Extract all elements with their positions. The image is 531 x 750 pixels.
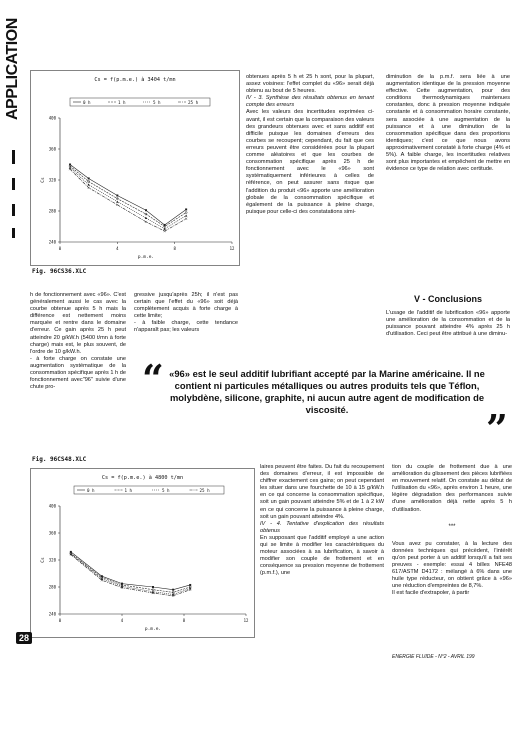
- chart-title: Cs = f(p.m.e.) à 4800 t/mn: [101, 475, 184, 481]
- paragraph: diminution de la p.m.f. sera liée à une augmentation identique de la pression moyenne effective. Cette augmentation, pour des conditions thermodynamiques maintenues constantes, donc à pression moyenne indiquée constante et à consommation horaire constante, sera associée à une augmentation de la puissance et à une diminution de la consommation spécifique dans des proportions identiques; c'est ce que nous avons approximativement constaté à forte charge (4% et 5%). A faible charge, les incertitudes relatives sont plus importantes et empêchent de mettre en évidence ce type de relation avec certitude.: [386, 74, 510, 173]
- series-line: [71, 552, 190, 590]
- chart-2-caption: Fig. 96CS48.XLC: [32, 456, 87, 463]
- quote-open-mark: “: [142, 356, 164, 401]
- paragraph: En supposant que l'additif employé a une action qui se limite à modifier les caractéristiques du moteur associées à sa lubrification, à savoir à modifier son couple de frottement et en conséquence sa pression moyenne de frottement (p.m.f.), une: [260, 534, 384, 577]
- data-point: [163, 228, 165, 230]
- x-tick-label: 8: [182, 618, 186, 623]
- x-tick-label: 4: [116, 246, 119, 251]
- text-column: [134, 292, 238, 335]
- text-column: [260, 464, 384, 578]
- text-column: [392, 464, 512, 598]
- conclusions-title: V - Conclusions: [413, 294, 482, 304]
- paragraph: obtenues après 5 h et 25 h sont, pour la plupart, assez voisines: l'effet complet du «96» serait déjà obtenu au bout de 5 heures.: [246, 74, 374, 95]
- x-tick-label: 4: [120, 618, 124, 623]
- legend-label: 1 h: [118, 100, 126, 105]
- y-tick-label: 400: [48, 503, 56, 509]
- y-tick-label: 360: [48, 530, 56, 536]
- margin-bar: [12, 178, 15, 190]
- data-point: [185, 208, 187, 210]
- legend-label: 5 h: [153, 100, 161, 105]
- legend-label: 25 h: [188, 100, 199, 105]
- paragraph: gressive jusqu'après 25h; il n'est pas certain que l'effet du «96» soit déjà complètement acquis à forte charge à cette limite;: [134, 292, 238, 320]
- section-label: [4, 20, 20, 120]
- y-tick-label: 280: [48, 208, 56, 214]
- data-point: [116, 204, 118, 206]
- chart-2: [30, 468, 255, 638]
- chart-1-caption: Fig. 96CS36.XLC: [32, 268, 87, 275]
- y-tick-label: 240: [48, 239, 56, 245]
- margin-bar: [12, 150, 15, 164]
- data-point: [145, 217, 147, 219]
- x-tick-label: 0: [58, 618, 62, 623]
- data-point: [116, 201, 118, 203]
- paragraph: Il est facile d'extrapoler, à partir: [392, 590, 470, 597]
- y-tick-label: 280: [48, 584, 56, 590]
- series-line: [71, 554, 190, 595]
- paragraph: - à forte charge on constate une augmentation systématique de la consommation spécifique après 1 h de fonctionnement avec"96" suivie d'une chute pro-: [30, 355, 126, 391]
- data-point: [88, 177, 90, 179]
- chart-1-svg: [30, 70, 240, 266]
- text-column: [30, 292, 126, 391]
- y-tick-label: 360: [48, 146, 56, 152]
- x-tick-label: 12: [229, 246, 235, 251]
- y-tick-label: 240: [48, 611, 56, 617]
- margin-bar: [12, 228, 15, 238]
- subheading: IV - 4. Tentative d'explication des résultats obtenus: [260, 520, 384, 534]
- pull-quote: «96» est le seul additif lubrifiant accepté par la Marine américaine. Il ne contient ni particules métalliques ou autres produits tels que Téflon, molybdène, silicone, graphite, ni aucun autre agent de modification de viscosité.: [169, 368, 485, 415]
- chart-title: Cs = f(p.m.e.) à 3404 t/mn: [94, 77, 176, 83]
- data-point: [145, 221, 147, 223]
- data-point: [88, 187, 90, 189]
- footer-text: ENERGIE FLUIDE - N°2 - AVRIL 199: [392, 654, 475, 660]
- y-axis-label: Cs: [41, 557, 46, 563]
- y-tick-label: 400: [48, 115, 56, 121]
- x-tick-label: 8: [173, 246, 176, 251]
- paragraph: - à faible charge, cette tendance n'apparaît pas; les valeurs: [134, 320, 238, 334]
- chart-frame: [31, 71, 240, 266]
- x-axis-label: p.m.e.: [144, 627, 162, 632]
- legend-label: 0 h: [83, 100, 91, 105]
- data-point: [172, 589, 174, 591]
- chart-1: [30, 70, 240, 266]
- series-line: [70, 168, 186, 229]
- y-tick-label: 320: [48, 557, 56, 563]
- y-tick-label: 320: [48, 177, 56, 183]
- legend-label: 25 h: [199, 488, 210, 493]
- series-line: [70, 166, 186, 226]
- series-line: [70, 165, 186, 225]
- x-axis-label: p.m.e.: [137, 255, 155, 260]
- page-number: 28: [16, 632, 32, 644]
- legend-label: 1 h: [124, 488, 133, 493]
- series-line: [71, 553, 190, 592]
- chart-2-svg: [30, 468, 255, 638]
- data-point: [189, 584, 191, 586]
- legend-label: 5 h: [162, 488, 170, 493]
- conclusions-text: L'usage de l'additif de lubrification «96» apporte une amélioration de la consommation et de la puissance pouvant atteindre 4% après 25 h d'utilisation. Ceci peut être attribué à une diminu-: [386, 310, 510, 338]
- paragraph: Vous avez pu constater, à la lecture des données techniques qui précèdent, l'intérêt qu'on peut porter à un additif lorsqu'il a fait ses preuves - exemple: essai 4 billes NFE48 617/ASTM D4172 : mélangé à 6% dans une huile type réducteur, on obtient grâce à «96» une réduction d'empreintes de 8,7%.: [392, 540, 512, 590]
- margin-bar: [12, 204, 15, 216]
- subheading: IV - 3. Synthèse des résultats obtenus en tenant compte des erreurs: [246, 95, 374, 109]
- data-point: [116, 195, 118, 197]
- y-axis-label: Cs: [41, 177, 46, 183]
- data-point: [164, 230, 166, 232]
- paragraph: laires peuvent être faites. Du fait du recoupement des domaines d'erreur, il est impossible de chiffrer exactement ces gains; on peut cependant les situer dans une fourchette de 10 à 15 g/kW.h en ce qui concerne la consommation spécifique, soit un gain pouvant atteindre 5% et de 1 à 2 kW en ce qui concerne la puissance à pleine charge, soit un gain pouvant atteindre 4%.: [260, 464, 384, 520]
- text-column: [246, 74, 374, 216]
- x-tick-label: 12: [243, 618, 249, 623]
- data-point: [185, 218, 187, 220]
- data-point: [185, 214, 187, 216]
- paragraph: tion du couple de frottement due à une amélioration du glissement des pièces lubrifiées en mouvement relatif. On constate au début de l'utilisation du «96», après environ 1 heure, une légère dégradation des performances suivie d'une amélioration déjà nette après 5 h d'utilisation.: [392, 464, 512, 513]
- data-point: [152, 586, 154, 588]
- legend-label: 0 h: [87, 488, 95, 493]
- data-point: [145, 209, 147, 211]
- quote-close-mark: ”: [486, 406, 508, 451]
- separator: ***: [448, 523, 456, 530]
- section-label-text: APPLICATION: [4, 18, 21, 120]
- paragraph: Avec les valeurs des incertitudes exprimées ci-avant, il est certain que la comparaison des valeurs des grandeurs obtenues avec et sans additif est difficile puisque les domaines d'erreurs des courbes se recoupent; cependant, du fait que ces erreurs peuvent être considérées pour la plupart comme aléatoires et que les courbes de consommation spécifique après 25 h de fonctionnement avec le «96» sont systématiquement inférieures à celles de référence, on peut assurer sans risque que l'addition du produit «96» apporte une amélioration globale de la consommation spécifique et également de la puissance à pleine charge, puisque pour celle-ci des constatations simi-: [246, 109, 374, 215]
- x-tick-label: 0: [58, 246, 62, 251]
- paragraph: h de fonctionnement avec «96». C'est généralement aussi le cas avec la courbe obtenue après 5 h mais la différence est nettement moins marquée et rentre dans le domaine d'erreur. Ce gain après 25 h peut atteindre 20 g/kW.h (5400 t/mn à forte charge) mais est, le plus souvent, de l'ordre de 10 g/kW.h.: [30, 292, 126, 355]
- text-column: [386, 74, 510, 173]
